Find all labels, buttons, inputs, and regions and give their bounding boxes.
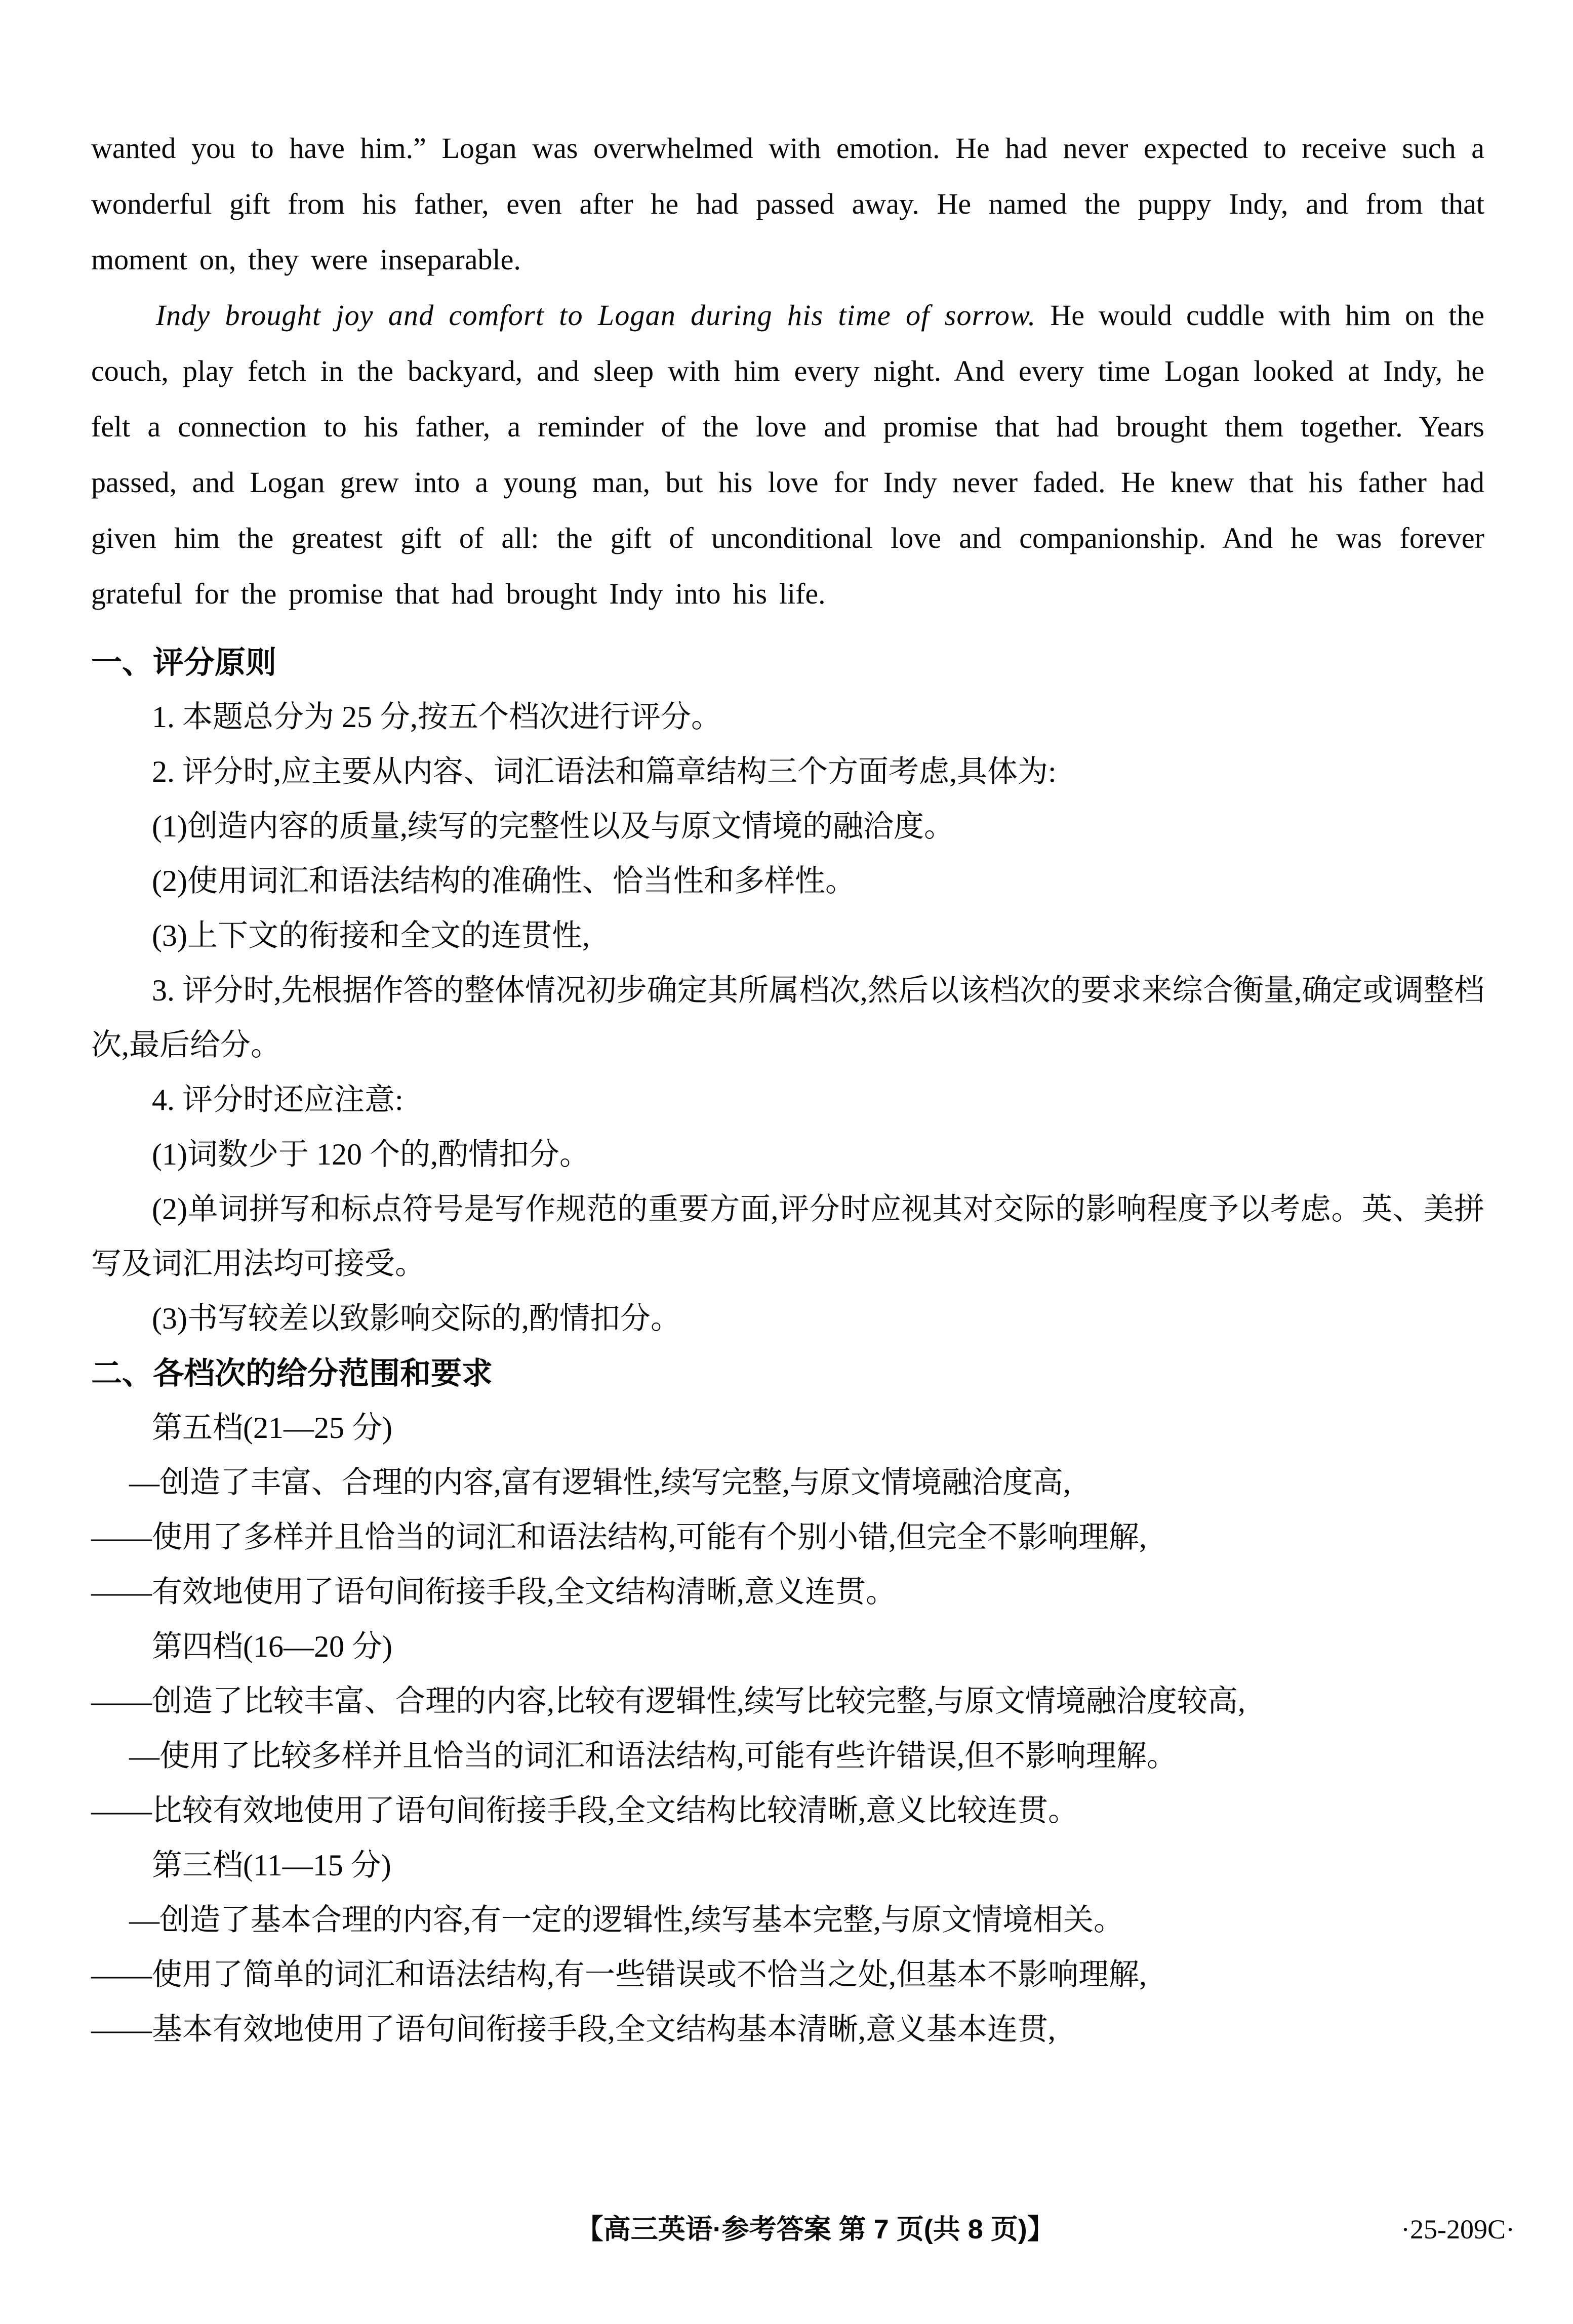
band-3-bullet: ——基本有效地使用了语句间衔接手段,全文结构基本清晰,意义基本连贯, — [91, 2013, 1056, 2046]
principle-item: 4. 评分时还应注意: — [152, 1083, 404, 1116]
paragraph-2-body: He would cuddle with him on the couch, play fetch in the backyard, and sleep with him every night. And every time Logan looked at Indy, he felt a connection to his father, a reminder of the love and promise that had brought them together. Years passed, and Logan grew into a young man, but his love for Indy never faded. He knew that his father had given him the greatest gift of all: the gift of unconditional love and companionship. And he was forever grateful for the promise that had brought Indy into his life. — [91, 299, 1485, 610]
band-4-bullet: ——创造了比较丰富、合理的内容,比较有逻辑性,续写比较完整,与原文情境融洽度较高, — [91, 1685, 1245, 1718]
band-title-5: 第五档(21—25 分) — [152, 1411, 392, 1445]
english-paragraph-2 — [91, 288, 1484, 622]
band-5-bullet: ——使用了多样并且恰当的词汇和语法结构,可能有个别小错,但完全不影响理解, — [91, 1520, 1147, 1554]
page-footer — [0, 2207, 1573, 2252]
band-4-bullet: —使用了比较多样并且恰当的词汇和语法结构,可能有些许错误,但不影响理解。 — [129, 1739, 1177, 1773]
footer-page-label: 【高三英语·参考答案 第 7 页(共 8 页)】 — [576, 2214, 1055, 2245]
principle-item: (1)创造内容的质量,续写的完整性以及与原文情境的融洽度。 — [152, 810, 954, 843]
principle-item: 3. 评分时,先根据作答的整体情况初步确定其所属档次,然后以该档次的要求来综合衡量,确定或调整档次,最后给分。 — [91, 974, 1484, 1062]
band-3-bullet: ——使用了简单的词汇和语法结构,有一些错误或不恰当之处,但基本不影响理解, — [91, 1958, 1147, 1991]
english-paragraph-continuation: wanted you to have him.” Logan was overwhelmed with emotion. He had never expected to receive such a wonderful gift from his father, even after he had passed away. He named the puppy Indy, and from that moment on, they were inseparable. — [91, 132, 1484, 276]
band-5-bullet: ——有效地使用了语句间衔接手段,全文结构清晰,意义连贯。 — [91, 1575, 896, 1609]
band-4-bullet: ——比较有效地使用了语句间衔接手段,全文结构比较清晰,意义比较连贯。 — [91, 1794, 1078, 1827]
italic-lead-sentence: Indy brought joy and comfort to Logan during his time of sorrow. — [155, 299, 1036, 332]
band-3-bullet: —创造了基本合理的内容,有一定的逻辑性,续写基本完整,与原文情境相关。 — [129, 1903, 1124, 1937]
band-5-bullet: —创造了丰富、合理的内容,富有逻辑性,续写完整,与原文情境融洽度高, — [129, 1466, 1071, 1499]
band-title-3: 第三档(11—15 分) — [152, 1849, 391, 1882]
principle-item: (2)单词拼写和标点符号是写作规范的重要方面,评分时应视其对交际的影响程度予以考虑。英、美拼写及词汇用法均可接受。 — [91, 1192, 1484, 1280]
principle-item: (2)使用词汇和语法结构的准确性、恰当性和多样性。 — [152, 864, 856, 898]
band-title-4: 第四档(16—20 分) — [152, 1630, 392, 1663]
principle-item: 2. 评分时,应主要从内容、词汇语法和篇章结构三个方面考虑,具体为: — [152, 755, 1057, 788]
section-heading-scoring-principles: 一、评分原则 — [91, 645, 277, 679]
principle-item: (3)上下文的衔接和全文的连贯性, — [152, 919, 590, 952]
principle-item: 1. 本题总分为 25 分,按五个档次进行评分。 — [152, 700, 721, 734]
principle-item: (1)词数少于 120 个的,酌情扣分。 — [152, 1138, 590, 1171]
footer-document-code: ·25-209C· — [1401, 2214, 1515, 2245]
principle-item: (3)书写较差以致影响交际的,酌情扣分。 — [152, 1302, 681, 1335]
section-heading-band-requirements: 二、各档次的给分范围和要求 — [91, 1356, 493, 1390]
